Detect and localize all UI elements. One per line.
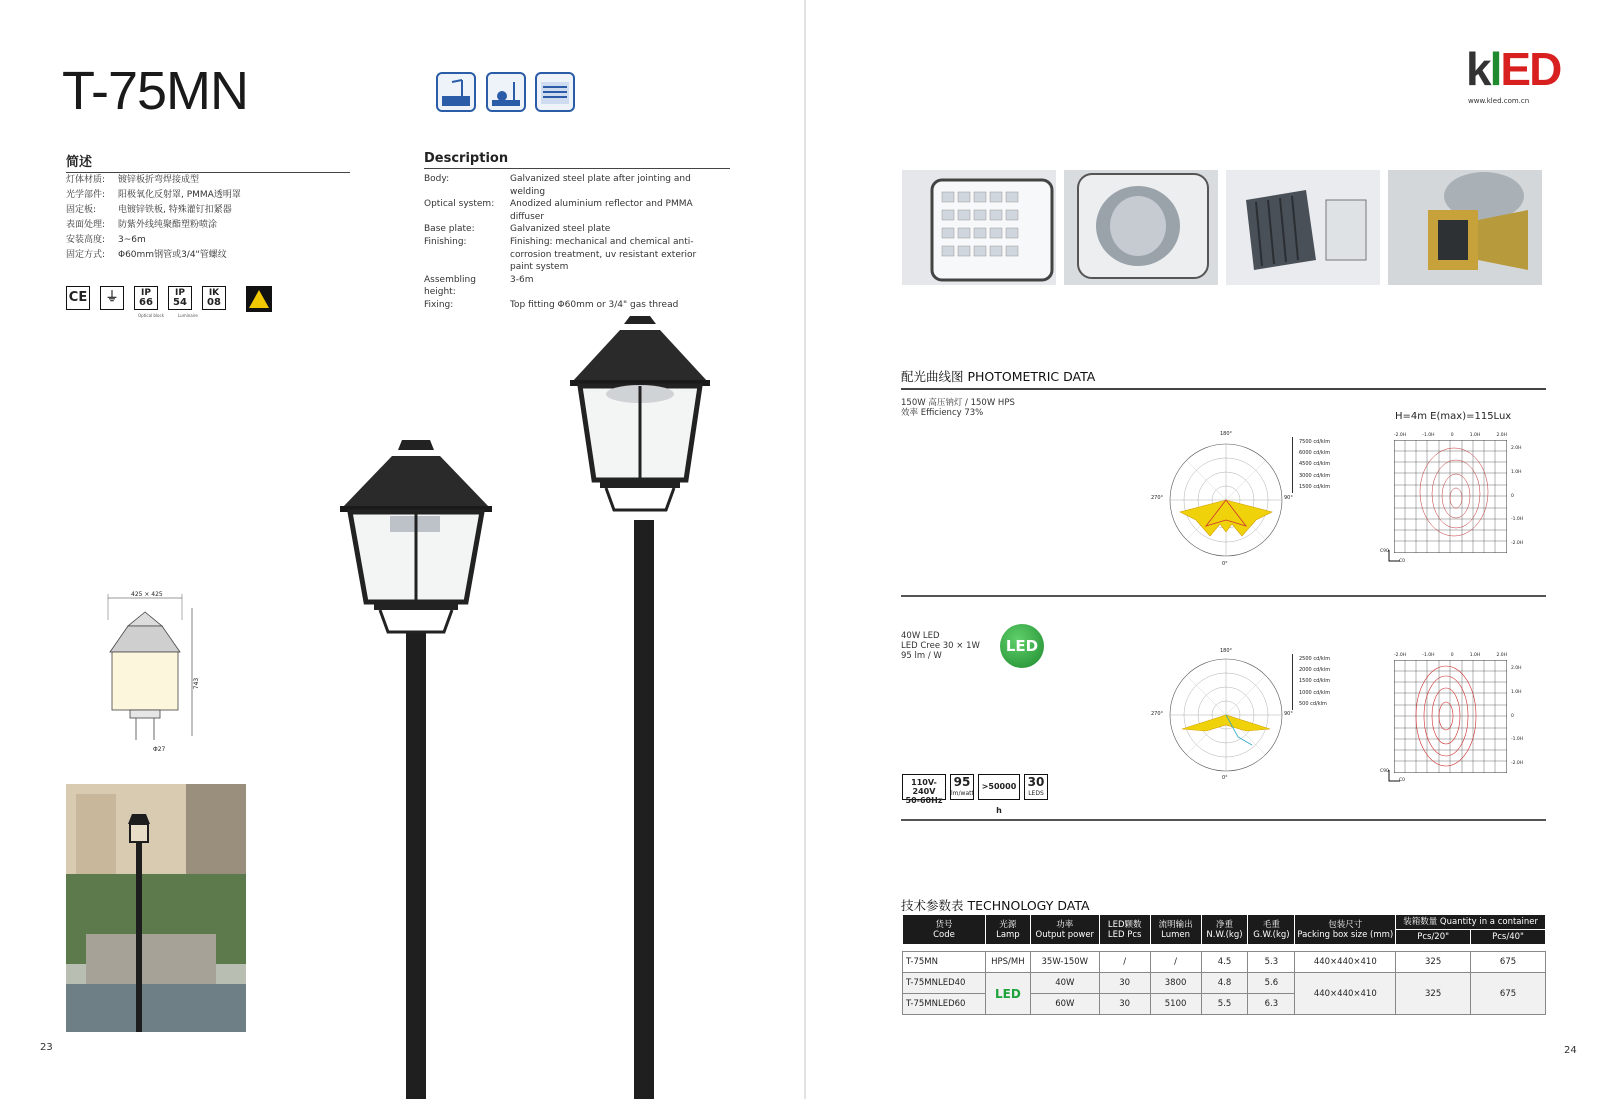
- hps-line-2: 效率 Efficiency 73%: [901, 408, 984, 418]
- hps-angle-top: 180°: [1220, 431, 1233, 437]
- cert-top: IP: [141, 288, 151, 298]
- cell-code: T-75MNLED60: [903, 994, 986, 1015]
- axis-tick-label: 2.0H: [1496, 433, 1507, 438]
- page-number: 23: [40, 1042, 53, 1053]
- cert-caption-luminaire: Luminaire: [178, 313, 198, 318]
- th-gw-cn: 毛重: [1262, 919, 1280, 930]
- hps-isolux-title: H=4m E(max)=115Lux: [1395, 411, 1512, 422]
- lamp-render-pair: [330, 310, 730, 1099]
- axis-tick-label: -1.0H: [1422, 653, 1435, 658]
- hps-spec: [901, 398, 1015, 418]
- en-spec-row: [424, 274, 730, 299]
- detail-photo-heatsink-driver: [1226, 170, 1380, 285]
- led-polar-diagram: [1166, 655, 1286, 775]
- light-distribution-icon: [246, 286, 272, 312]
- th-gross-weight: [1248, 915, 1295, 945]
- cell-pcs: 30: [1099, 973, 1150, 994]
- axis-tick-label: 2.0H: [1511, 446, 1522, 451]
- led-angle-right: 90°: [1284, 711, 1293, 717]
- cn-spec-value: 防紫外线纯聚酯塑粉喷涂: [118, 220, 218, 230]
- en-spec-key: Base plate:: [424, 224, 475, 235]
- axis-tick-label: 0: [1450, 433, 1454, 438]
- cell-box: 440×440×410: [1295, 952, 1396, 973]
- th-lumen: [1150, 915, 1201, 945]
- led-iso-c90: C90: [1380, 769, 1389, 774]
- axis-tick-label: 0: [1511, 713, 1514, 719]
- en-spec-row: [424, 198, 730, 223]
- led-line-1: 40W LED: [901, 631, 940, 641]
- axis-tick-label: -2.0H: [1394, 653, 1407, 658]
- cn-spec-value: 电镀锌铁板, 特殊灌钉扣紧器: [118, 205, 232, 215]
- cert-mark: [66, 286, 90, 310]
- hps-isolux-diagram: [1394, 440, 1507, 553]
- th-lumen-en: Lumen: [1161, 929, 1190, 940]
- badge-sub: lm/watt: [951, 790, 974, 797]
- en-spec-value: Galvanized steel plate after jointing and welding: [510, 174, 691, 197]
- th-qty-20: Pcs/20": [1396, 930, 1471, 945]
- en-spec-list: [424, 173, 730, 312]
- cell-code: T-75MN: [903, 952, 986, 973]
- cell-pcs: /: [1099, 952, 1150, 973]
- cert-mark: [202, 286, 226, 310]
- badge-sub: LEDS: [1028, 790, 1044, 797]
- cn-spec-value: 镀锌板折弯焊接成型: [118, 175, 200, 185]
- en-spec-key: Body:: [424, 174, 450, 184]
- spec-badges: [902, 774, 1048, 815]
- hps-polar-diagram: [1166, 440, 1286, 560]
- cert-bottom: 54: [173, 297, 187, 308]
- cell-lamp-led: LED: [985, 973, 1030, 1015]
- cell-gw: 6.3: [1248, 994, 1295, 1015]
- installation-photo: [66, 784, 246, 1032]
- th-power-en: Output power: [1035, 929, 1095, 940]
- detail-photo-hps-gear: [1388, 170, 1542, 285]
- cn-spec-heading: 简述: [66, 151, 350, 173]
- drawing-diameter-label: Φ27: [153, 746, 166, 753]
- spec-badge: [902, 774, 946, 805]
- cell-lumen: 5100: [1150, 994, 1201, 1015]
- cn-spec-key: 安装高度:: [66, 235, 106, 245]
- cn-spec-key: 固定方式:: [66, 250, 106, 260]
- cell-power: 60W: [1030, 994, 1099, 1015]
- axis-tick-label: -1.0H: [1511, 517, 1524, 523]
- led-spec: [901, 631, 980, 661]
- cell-nw: 4.8: [1201, 973, 1248, 994]
- cell-q20: 325: [1396, 973, 1471, 1015]
- hps-isolux-x-axis: [1394, 433, 1507, 438]
- cn-spec-row: [66, 218, 356, 233]
- en-spec-key: Assembling height:: [424, 274, 476, 298]
- led-angle-bottom: 0°: [1222, 775, 1228, 781]
- en-spec-row: [424, 173, 730, 198]
- cell-lamp: HPS/MH: [985, 952, 1030, 973]
- axis-tick-label: -1.0H: [1422, 433, 1435, 438]
- scale-label: 1500 cd/klm: [1299, 678, 1331, 685]
- park-lamp-icon: [486, 72, 526, 112]
- en-spec-value: Top fitting Φ60mm or 3/4" gas thread: [510, 299, 679, 310]
- cert-mark: [134, 286, 158, 310]
- led-isolux-diagram: [1394, 660, 1507, 773]
- cell-pcs: 30: [1099, 994, 1150, 1015]
- en-description-heading: Description: [424, 151, 730, 169]
- th-lumen-cn: 流明输出: [1158, 919, 1193, 930]
- right-page: [806, 0, 1610, 1099]
- axis-tick-label: -1.0H: [1511, 737, 1524, 743]
- th-power-cn: 功率: [1056, 919, 1074, 930]
- th-code-cn: 货号: [935, 919, 953, 930]
- en-spec-key: Fixing:: [424, 299, 454, 310]
- th-net-weight: [1201, 915, 1248, 945]
- cert-top: IP: [175, 288, 185, 298]
- cn-spec-key: 灯体材质:: [66, 175, 106, 185]
- scale-label: 2000 cd/klm: [1299, 667, 1331, 674]
- cn-spec-list: [66, 173, 356, 263]
- cell-lumen: 3800: [1150, 973, 1201, 994]
- cn-spec-value: 阳极氧化反射罩, PMMA透明罩: [118, 190, 241, 200]
- axis-tick-label: 0: [1511, 493, 1514, 499]
- en-spec-value: Finishing: mechanical and chemical anti-corrosion treatment, uv resistant exterior paint system: [510, 236, 697, 273]
- logo-letter-d: D: [1529, 43, 1561, 95]
- en-spec-value: 3-6m: [510, 274, 534, 285]
- cert-top: CE: [68, 290, 88, 305]
- hps-isolux-y-axis: [1511, 446, 1523, 546]
- axis-tick-label: 2.0H: [1511, 666, 1522, 671]
- street-lamp-icon: [436, 72, 476, 112]
- th-code-en: Code: [933, 929, 955, 940]
- cell-q40: 675: [1471, 952, 1546, 973]
- cell-lumen: /: [1150, 952, 1201, 973]
- led-isolux-x-axis: [1394, 653, 1507, 658]
- cell-power: 35W-150W: [1030, 952, 1099, 973]
- th-packing: [1295, 915, 1396, 945]
- scale-label: 2500 cd/klm: [1299, 656, 1331, 662]
- cn-spec-row: [66, 188, 356, 203]
- axis-tick-label: -2.0H: [1394, 433, 1407, 438]
- scale-label: 4500 cd/klm: [1299, 461, 1331, 468]
- cert-bottom: 08: [207, 297, 221, 308]
- th-lamp-cn: 光源: [999, 919, 1017, 930]
- cert-mark: [168, 286, 192, 310]
- led-iso-corner-axes: [1388, 770, 1400, 782]
- photometric-rule: [901, 388, 1546, 390]
- en-spec-row: [424, 223, 730, 236]
- cert-top: IK: [208, 288, 220, 298]
- led-isolux-y-axis: [1511, 666, 1523, 766]
- table-row: [903, 973, 1546, 994]
- led-iso-c0: C0: [1399, 778, 1406, 783]
- led-badge: LED: [1000, 624, 1044, 668]
- en-spec-key: Finishing:: [424, 236, 467, 247]
- hps-angle-right: 90°: [1284, 495, 1293, 501]
- th-quantity: 装箱数量 Quantity in a container: [1396, 915, 1546, 930]
- product-title: T-75MN: [62, 61, 249, 121]
- hps-intensity-scale: [1292, 437, 1330, 493]
- cell-q20: 325: [1396, 952, 1471, 973]
- hps-iso-c90: C90: [1380, 549, 1389, 554]
- cell-power: 40W: [1030, 973, 1099, 994]
- th-led-pcs-en: LED Pcs: [1107, 929, 1142, 940]
- cn-spec-row: [66, 203, 356, 218]
- hps-iso-corner-axes: [1388, 550, 1400, 562]
- led-angle-top: 180°: [1220, 648, 1233, 654]
- tech-table: [902, 914, 1546, 1015]
- brand-logo: [1466, 43, 1561, 95]
- en-spec-value: Anodized aluminium reflector and PMMA diffuser: [510, 199, 693, 222]
- spec-badge: [1024, 774, 1048, 800]
- photometric-heading: 配光曲线图 PHOTOMETRIC DATA: [901, 369, 1096, 384]
- en-spec-key: Optical system:: [424, 199, 495, 210]
- en-spec-row: [424, 236, 730, 274]
- badge-sub: 50-60Hz: [905, 796, 943, 805]
- led-divider: [901, 819, 1546, 821]
- photometric-divider: [901, 595, 1546, 597]
- led-angle-left: 270°: [1151, 711, 1164, 717]
- th-nw-cn: 净重: [1215, 919, 1233, 930]
- th-power: [1030, 915, 1099, 945]
- page-number: 24: [1564, 1045, 1577, 1056]
- drawing-height-label: 743: [193, 677, 201, 690]
- axis-tick-label: 2.0H: [1496, 653, 1507, 658]
- scale-label: 6000 cd/klm: [1299, 450, 1331, 457]
- scale-label: 1500 cd/klm: [1299, 483, 1331, 490]
- th-led-pcs: [1099, 915, 1150, 945]
- axis-tick-label: 1.0H: [1469, 433, 1481, 438]
- cell-gw: 5.6: [1248, 973, 1295, 994]
- cn-spec-value: Φ60mm钢管或3/4"管螺纹: [118, 250, 227, 260]
- cn-spec-key: 固定板:: [66, 205, 97, 215]
- cn-spec-key: 光学部件:: [66, 190, 106, 200]
- dimension-drawing: [100, 590, 210, 760]
- scale-label: 500 cd/klm: [1299, 700, 1327, 707]
- led-intensity-scale: [1292, 654, 1330, 710]
- hps-iso-c0: C0: [1399, 559, 1406, 564]
- hps-angle-left: 270°: [1151, 495, 1164, 501]
- th-qty-40: Pcs/40": [1471, 930, 1546, 945]
- table-row: [903, 952, 1546, 973]
- hps-line-1: 150W 高压钠灯 / 150W HPS: [901, 398, 1015, 408]
- cert-top: ⏚: [105, 290, 119, 305]
- detail-photo-led-module: [902, 170, 1056, 285]
- detail-photo-reflector: [1064, 170, 1218, 285]
- certification-marks: [66, 286, 226, 312]
- badge-main: 95: [953, 775, 971, 789]
- cert-caption-optical: Optical block: [138, 313, 165, 318]
- logo-letter-k: k: [1466, 43, 1490, 95]
- en-spec-value: Galvanized steel plate: [510, 224, 611, 235]
- brand-url: www.kled.com.cn: [1468, 97, 1530, 105]
- cert-bottom: 66: [139, 297, 153, 308]
- cn-spec-row: [66, 233, 356, 248]
- cell-code: T-75MNLED40: [903, 973, 986, 994]
- badge-main: >50000 h: [981, 782, 1017, 815]
- th-lamp-en: Lamp: [996, 929, 1020, 940]
- hps-angle-bottom: 0°: [1222, 561, 1228, 567]
- cell-q40: 675: [1471, 973, 1546, 1015]
- drawing-width-label: 425 × 425: [131, 591, 163, 598]
- cert-mark: [100, 286, 124, 310]
- cn-spec-row: [66, 173, 356, 188]
- spec-badge: [978, 774, 1020, 815]
- th-led-pcs-cn: LED颗数: [1107, 919, 1142, 930]
- building-area-icon: [535, 72, 575, 112]
- th-lamp: [985, 915, 1030, 945]
- axis-tick-label: 1.0H: [1511, 689, 1522, 695]
- th-nw-en: N.W.(kg): [1206, 929, 1243, 940]
- badge-main: 30: [1027, 775, 1045, 789]
- cell-gw: 5.3: [1248, 952, 1295, 973]
- cell-nw: 5.5: [1201, 994, 1248, 1015]
- led-line-2: LED Cree 30 × 1W: [901, 641, 980, 651]
- cn-spec-row: [66, 248, 356, 263]
- led-line-3: 95 lm / W: [901, 651, 942, 661]
- scale-label: 1000 cd/klm: [1299, 689, 1331, 696]
- axis-tick-label: 1.0H: [1469, 653, 1481, 658]
- th-packing-cn: 包装尺寸: [1328, 919, 1363, 930]
- logo-letter-e: E: [1500, 43, 1530, 95]
- axis-tick-label: 1.0H: [1511, 469, 1522, 475]
- th-code: [903, 915, 986, 945]
- axis-tick-label: 0: [1450, 653, 1454, 658]
- spec-badge: [950, 774, 974, 800]
- th-packing-en: Packing box size (mm): [1297, 929, 1394, 940]
- tech-heading: 技术参数表 TECHNOLOGY DATA: [901, 898, 1090, 913]
- th-gw-en: G.W.(kg): [1253, 929, 1290, 940]
- cell-nw: 4.5: [1201, 952, 1248, 973]
- logo-letter-l: l: [1489, 43, 1501, 95]
- axis-tick-label: -2.0H: [1511, 541, 1524, 546]
- badge-main: 110V-240V: [911, 778, 937, 796]
- scale-label: 3000 cd/klm: [1299, 472, 1331, 479]
- cn-spec-value: 3~6m: [118, 235, 146, 245]
- cn-spec-key: 表面处理:: [66, 220, 106, 230]
- scale-label: 7500 cd/klm: [1299, 439, 1331, 445]
- axis-tick-label: -2.0H: [1511, 761, 1524, 766]
- cell-box: 440×440×410: [1295, 973, 1396, 1015]
